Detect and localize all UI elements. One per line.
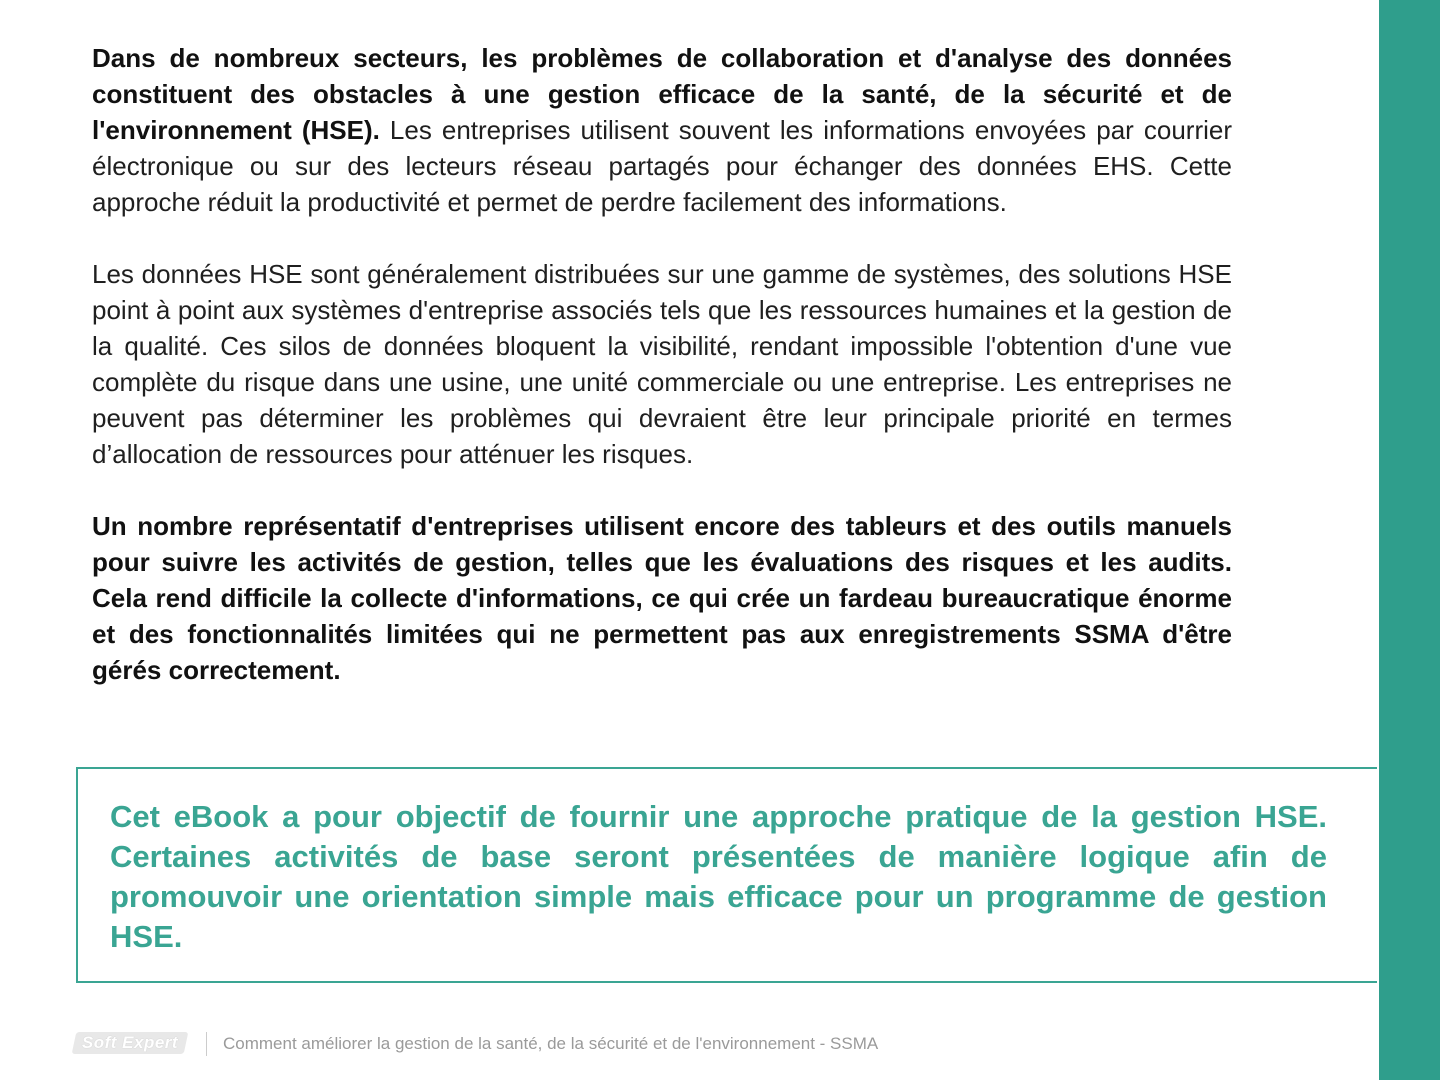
main-content	[92, 40, 1232, 688]
footer-divider	[206, 1032, 207, 1056]
page-footer	[74, 1030, 974, 1058]
highlight-callout-text: Cet eBook a pour objectif de fournir une approche pratique de la gestion HSE. Certaines activités de base seront présentées de manière logique afin de promouvoir une orientation simple mais efficace pour un programme de gestion HSE.	[110, 799, 1327, 954]
footer-document-title: Comment améliorer la gestion de la santé, de la sécurité et de l'environnement - SSMA	[223, 1034, 879, 1053]
highlight-callout-box	[76, 767, 1377, 983]
paragraph-1-bold-intro: Dans de nombreux secteurs, les problèmes de collaboration et d'analyse des données constituent des obstacles à une gestion efficace de la santé, de la sécurité et de l'environnement (HSE).	[92, 43, 1232, 145]
paragraph-3: Un nombre représentatif d'entreprises utilisent encore des tableurs et des outils manuels pour suivre les activités de gestion, telles que les évaluations des risques et les audits. Cela rend difficile la collecte d'informations, ce qui crée un fardeau bureaucratique énorme et des fonctionnalités limitées qui ne permettent pas aux enregistrements SSMA d'être gérés correctement.	[92, 511, 1232, 685]
paragraph-2: Les données HSE sont généralement distribuées sur une gamme de systèmes, des solutions HSE point à point aux systèmes d'entreprise associés tels que les ressources humaines et la gestion de la qualité. Ces silos de données bloquent la visibilité, rendant impossible l'obtention d'une vue complète du risque dans une usine, une unité commerciale ou une entreprise. Les entreprises ne peuvent pas déterminer les problèmes qui devraient être leur principale priorité en termes d’allocation de ressources pour atténuer les risques.	[92, 259, 1232, 469]
paragraph-1-body: Les entreprises utilisent souvent les informations envoyées par courrier électronique ou sur des lecteurs réseau partagés pour échanger des données EHS. Cette approche réduit la productivité et permet de perdre facilement des informations.	[92, 115, 1232, 217]
softexpert-logo	[72, 1032, 189, 1054]
paragraph-1	[92, 40, 1232, 220]
accent-side-bar	[1379, 0, 1440, 1080]
softexpert-logo-text: Soft Expert	[81, 1033, 179, 1052]
